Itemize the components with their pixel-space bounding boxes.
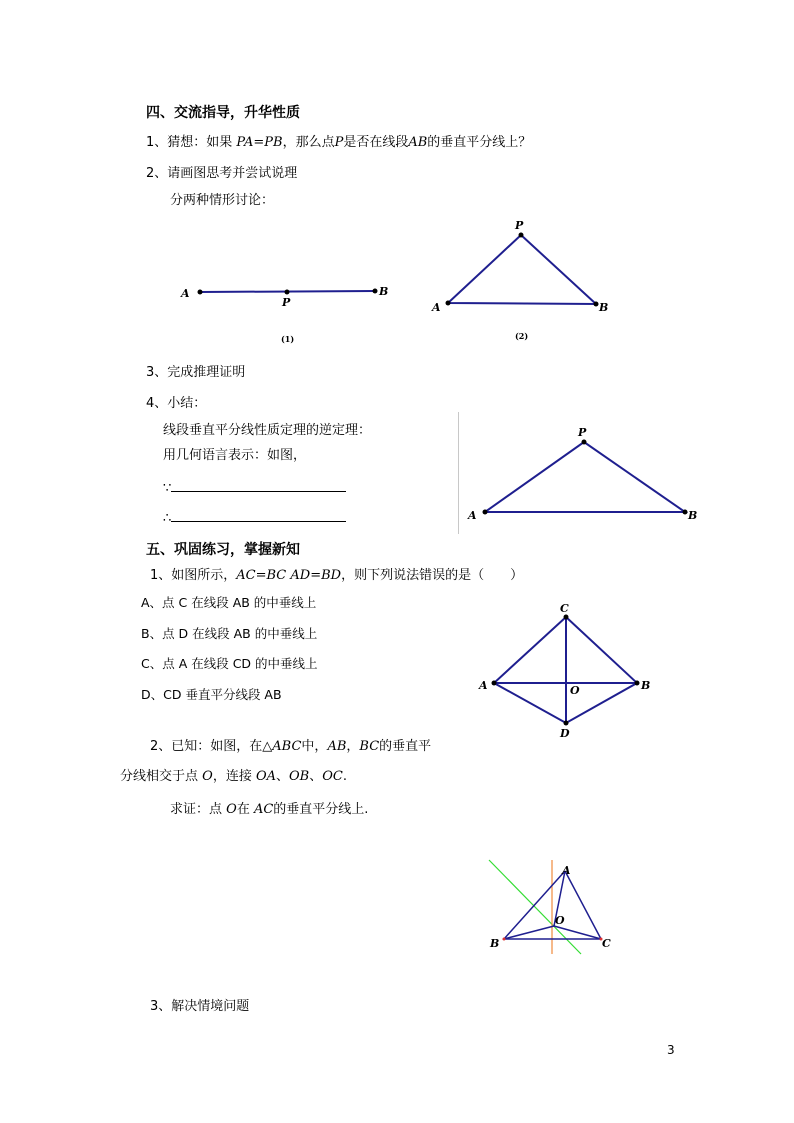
therefore-blank xyxy=(171,509,346,522)
exercise-3: 3、解决情境问题 xyxy=(150,999,250,1014)
ex2-ob: OB xyxy=(289,769,310,784)
ex2-text1: 2、已知：如图，在△ xyxy=(150,739,273,754)
section5-heading: 五、巩固练习，掌握新知 xyxy=(146,542,300,558)
option-b: B、点 D 在线段 AB 的中垂线上 xyxy=(141,626,318,641)
fig5-label-o: O xyxy=(555,914,565,927)
question-3: 3、完成推理证明 xyxy=(146,365,246,380)
ex2-oa: OA xyxy=(255,769,276,784)
ex2-l2-text1: 分线相交于点 xyxy=(120,769,203,784)
ex1-text2: ，则下列说法错误的是（ ） xyxy=(341,568,524,583)
figure-divider xyxy=(458,412,459,534)
fig3-label-a: A xyxy=(468,509,477,522)
therefore-line xyxy=(163,509,346,527)
figure-4-kite xyxy=(470,600,660,745)
option-c: C、点 A 在线段 CD 的中垂线上 xyxy=(141,656,318,671)
ex2-abc: ABC xyxy=(272,739,302,754)
fig1-label-b: B xyxy=(379,285,389,298)
ex2-l3-text1: 求证：点 xyxy=(170,802,227,817)
ex2-o: O xyxy=(202,769,213,784)
exercise-2-line2 xyxy=(120,769,347,785)
fig3-label-b: B xyxy=(688,509,698,522)
option-d: D、CD 垂直平分线段 AB xyxy=(141,687,282,702)
fig5-label-c: C xyxy=(602,937,611,950)
q1-pa-pb: PA=PB xyxy=(236,135,283,150)
section4-heading: 四、交流指导，升华性质 xyxy=(146,105,300,121)
fig2-label-a: A xyxy=(432,301,441,314)
page-number: 3 xyxy=(667,1043,675,1057)
question-2-sub: 分两种情形讨论： xyxy=(170,193,275,208)
ex2-end: . xyxy=(342,769,347,784)
question-2: 2、请画图思考并尝试说理 xyxy=(146,166,298,181)
ex2-sep2: 、 xyxy=(309,769,323,784)
question-1 xyxy=(146,135,531,151)
ex2-ab: AB xyxy=(327,739,347,754)
figure-3-triangle xyxy=(460,425,720,530)
because-blank xyxy=(171,479,346,492)
geometric-language-line: 用几何语言表示：如图， xyxy=(163,448,307,463)
fig4-label-d: D xyxy=(560,727,570,740)
q1-ab: AB xyxy=(408,135,428,150)
fig4-label-c: C xyxy=(560,602,569,615)
ex2-l3-text2: 在 xyxy=(236,802,254,817)
figure-5-triangle-bisectors xyxy=(480,850,620,960)
q1-text3: 是否在线段 xyxy=(343,135,409,150)
question-4: 4、小结： xyxy=(146,396,207,411)
ex2-l3-ac: AC xyxy=(253,802,274,817)
ex2-l3-text3: 的垂直平分线上. xyxy=(273,802,369,817)
figure-2-triangle xyxy=(428,215,628,345)
figure-1-segment xyxy=(175,280,395,350)
fig2-caption: (2) xyxy=(515,331,529,341)
because-symbol: ∵ xyxy=(163,481,172,496)
fig4-label-b: B xyxy=(641,679,651,692)
q1-num: 1、 xyxy=(146,135,168,150)
fig2-label-p: P xyxy=(515,219,524,232)
ex2-text4: 的垂直平 xyxy=(379,739,432,754)
fig4-label-o: O xyxy=(570,684,580,697)
fig1-label-a: A xyxy=(181,287,190,300)
because-line xyxy=(163,479,346,497)
q1-text4: 的垂直平分线上？ xyxy=(427,135,532,150)
fig5-label-b: B xyxy=(490,937,500,950)
q1-text2: ，那么点 xyxy=(282,135,335,150)
option-a: A、点 C 在线段 AB 的中垂线上 xyxy=(141,595,317,610)
fig1-caption: (1) xyxy=(281,334,295,344)
ex2-text3: ， xyxy=(346,739,360,754)
fig5-label-a: A xyxy=(562,864,571,877)
fig3-label-p: P xyxy=(578,426,587,439)
ex1-text1: 1、如图所示， xyxy=(150,568,237,583)
ex2-l3-o: O xyxy=(226,802,237,817)
exercise-2-line1 xyxy=(150,739,431,755)
exercise-1 xyxy=(150,568,523,584)
q1-p: P xyxy=(334,135,344,150)
ex2-oc: OC xyxy=(322,769,343,784)
ex1-condition: AC=BC AD=BD xyxy=(236,568,342,583)
ex2-sep1: 、 xyxy=(276,769,290,784)
ex2-text2: 中， xyxy=(301,739,328,754)
q1-text1: 猜想：如果 xyxy=(167,135,237,150)
exercise-2-prove xyxy=(170,802,368,818)
fig2-label-b: B xyxy=(599,301,609,314)
converse-theorem-line: 线段垂直平分线性质定理的逆定理： xyxy=(163,423,372,438)
ex2-bc: BC xyxy=(359,739,380,754)
ex2-l2-text2: ，连接 xyxy=(212,769,256,784)
therefore-symbol: ∴ xyxy=(163,511,172,526)
fig1-label-p: P xyxy=(282,296,291,309)
fig4-label-a: A xyxy=(479,679,488,692)
